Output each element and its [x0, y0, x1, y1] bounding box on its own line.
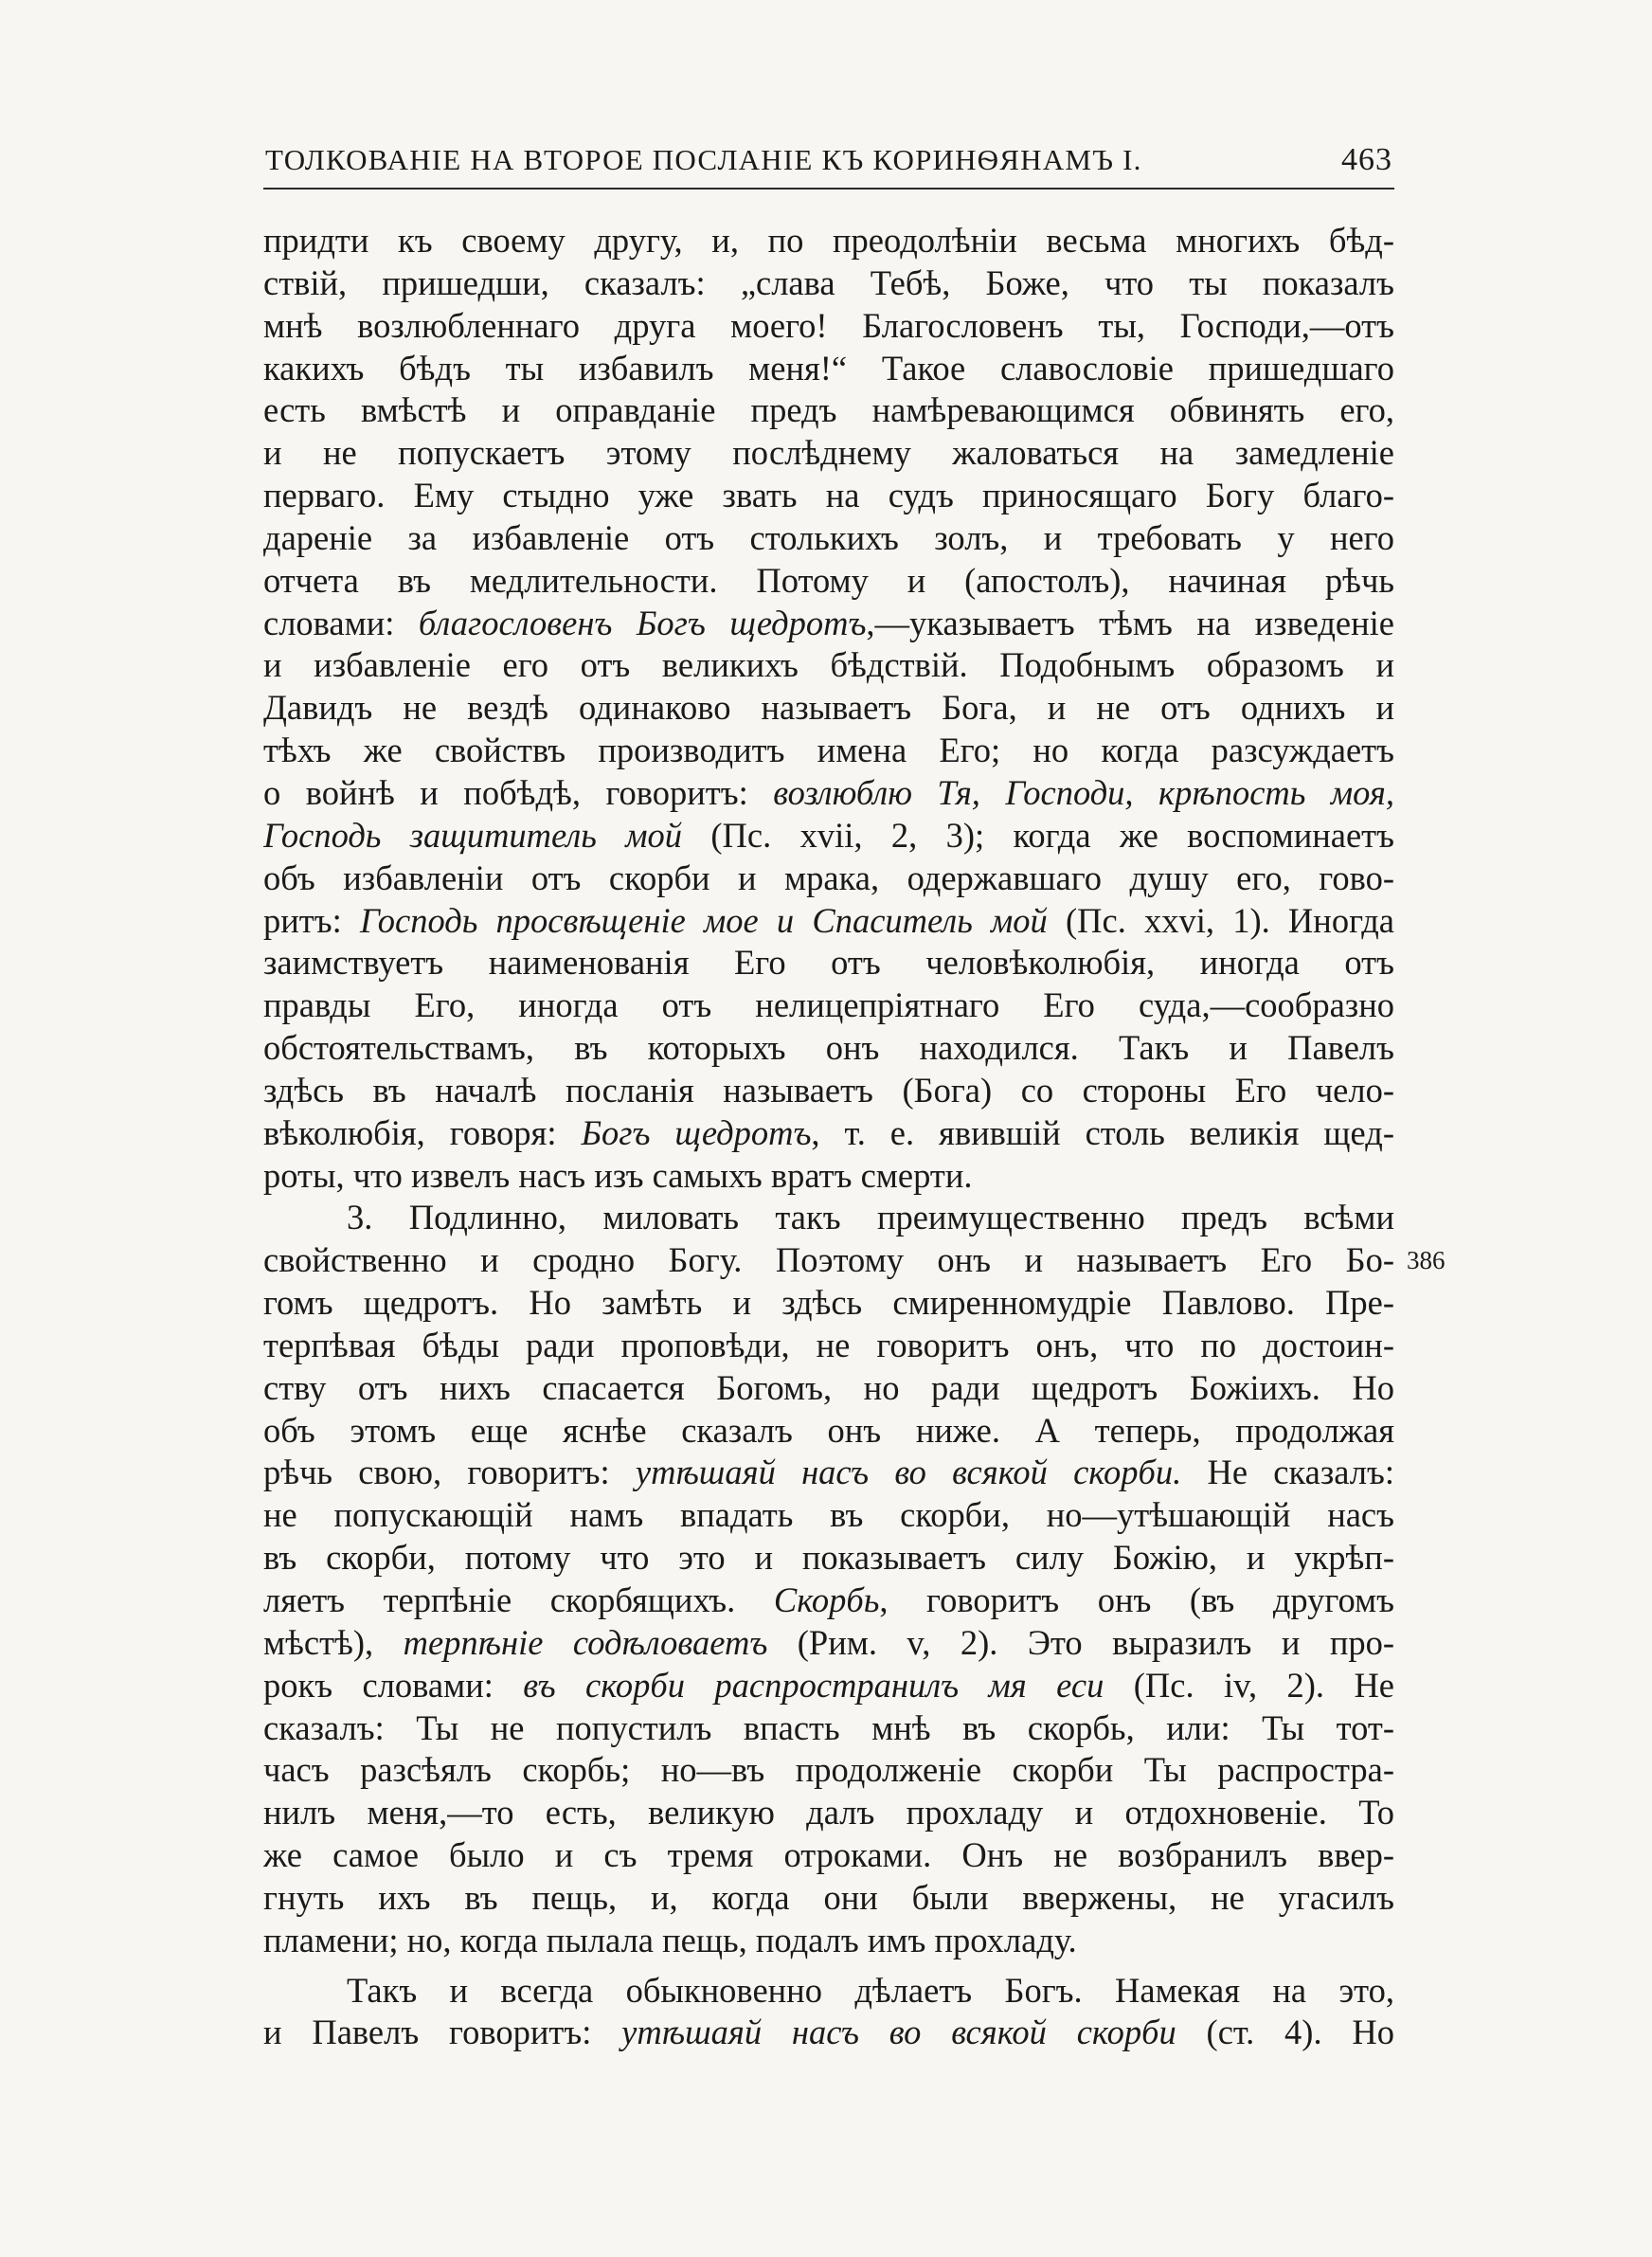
italic-quote: Скорбь — [773, 1580, 880, 1619]
text-run: и не попускаетъ этому послѣднему жаловаться на замедленіе — [263, 433, 1394, 473]
text-run: рокъ словами: — [263, 1665, 524, 1705]
text-line — [263, 475, 1394, 517]
text-line — [263, 1325, 1394, 1367]
italic-quote: возлюблю Тя, Господи, крѣпость моя, — [773, 772, 1394, 812]
text-run: какихъ бѣдъ ты избавилъ меня!“ Такое славословіе пришедшаго — [263, 348, 1394, 388]
text-run: обстоятельствамъ, въ которыхъ онъ находился. Такъ и Павелъ — [263, 1028, 1394, 1068]
text-run: словами: — [263, 603, 419, 642]
text-line — [263, 1070, 1394, 1112]
page-number: 463 — [1341, 142, 1392, 177]
text-run: же самое было и съ тремя отроками. Онъ не возбранилъ ввер- — [263, 1835, 1394, 1875]
text-line — [263, 560, 1394, 603]
text-run: ляетъ терпѣніе скорбящихъ. — [263, 1580, 774, 1619]
text-line — [263, 1367, 1394, 1410]
running-head-title: ТОЛКОВАНІЕ НА ВТОРОЕ ПОСЛАНІЕ КЪ КОРИНѲЯНАМЪ I. — [265, 143, 1142, 176]
text-run: гомъ щедротъ. Но замѣть и здѣсь смиренномудріе Павлово. Пре- — [263, 1283, 1394, 1323]
text-line — [263, 603, 1394, 645]
text-line — [263, 815, 1394, 858]
text-line — [263, 2012, 1394, 2054]
text-line — [263, 262, 1394, 305]
header-rule — [263, 188, 1394, 190]
text-line — [263, 305, 1394, 348]
text-line — [263, 1239, 1394, 1282]
text-run: сказалъ: Ты не попустилъ впасть мнѣ въ скорбь, или: Ты тот- — [263, 1707, 1394, 1747]
text-run: гнуть ихъ въ пещь, и, когда они были ввержены, не угасилъ — [263, 1877, 1394, 1917]
text-line — [263, 1410, 1394, 1453]
text-run: заимствуетъ наименованія Его отъ человѣколюбія, иногда отъ — [263, 943, 1394, 983]
text-run: Такъ и всегда обыкновенно дѣлаетъ Богъ. Намекая на это, — [347, 1970, 1394, 2010]
text-line — [263, 942, 1394, 984]
text-run: ,—указываетъ тѣмъ на изведеніе — [866, 603, 1394, 642]
text-run: здѣсь въ началѣ посланія называетъ (Бога) со стороны Его чело- — [263, 1070, 1394, 1110]
text-line — [263, 1970, 1394, 2013]
text-run: есть вмѣстѣ и оправданіе предъ намѣревающимся обвинять его, — [263, 390, 1394, 430]
italic-quote: утѣшаяй насъ во всякой скорби — [621, 2013, 1176, 2052]
text-run: (ст. 4). Но — [1176, 2013, 1394, 2052]
body-text — [263, 220, 1394, 2054]
text-run: объ избавленіи отъ скорби и мрака, одержавшаго душу его, гово- — [263, 858, 1394, 897]
text-run: отчета въ медлительности. Потому и (апостолъ), начиная рѣчь — [263, 560, 1394, 600]
text-line — [263, 984, 1394, 1027]
text-line — [263, 1877, 1394, 1920]
text-run: , т. е. явившій столь великія щед- — [811, 1112, 1394, 1152]
text-run: перваго. Ему стыдно уже звать на судъ приносящаго Богу благо- — [263, 476, 1394, 515]
text-line — [263, 1112, 1394, 1155]
text-run: ству отъ нихъ спасается Богомъ, но ради щедротъ Божіихъ. Но — [263, 1367, 1394, 1407]
text-run: 3. Подлинно, миловать такъ преимущественно предъ всѣми — [347, 1198, 1394, 1237]
text-run: не попускающій намъ впадать въ скорби, но—утѣшающій насъ — [263, 1495, 1394, 1535]
text-run: , говоритъ онъ (въ другомъ — [879, 1580, 1394, 1619]
running-head — [265, 142, 1392, 178]
text-line — [263, 1834, 1394, 1877]
italic-quote: Богъ щедротъ — [581, 1112, 812, 1152]
text-line — [263, 1027, 1394, 1070]
italic-quote: утѣшаяй насъ во всякой скорби. — [635, 1453, 1182, 1492]
text-line — [263, 1749, 1394, 1792]
margin-page-reference: 386 — [1407, 1246, 1446, 1274]
text-run: (Пс. iv, 2). Не — [1104, 1665, 1394, 1705]
text-line — [263, 644, 1394, 687]
text-run: объ этомъ еще яснѣе сказалъ онъ ниже. А теперь, продолжая — [263, 1410, 1394, 1450]
text-line — [263, 772, 1394, 815]
text-run: роты, что извелъ насъ изъ самыхъ вратъ смерти. — [263, 1155, 973, 1195]
text-line — [263, 348, 1394, 390]
text-line — [263, 517, 1394, 560]
text-run: ствій, пришедши, сказалъ: „слава Тебѣ, Боже, что ты показалъ — [263, 262, 1394, 302]
text-run: пламени; но, когда пылала пещь, подалъ имъ прохладу. — [263, 1920, 1077, 1959]
text-run: о войнѣ и побѣдѣ, говоритъ: — [263, 772, 774, 812]
text-run: ритъ: — [263, 900, 360, 940]
text-run: дареніе за избавленіе отъ столькихъ золъ, и требовать у него — [263, 517, 1394, 557]
text-line — [263, 1282, 1394, 1325]
text-line — [263, 1155, 1394, 1198]
text-line — [263, 389, 1394, 432]
text-run: (Рим. v, 2). Это выразилъ и про- — [767, 1622, 1394, 1662]
text-run: придти къ своему другу, и, по преодолѣніи весьма многихъ бѣд- — [263, 221, 1394, 260]
text-line — [263, 900, 1394, 943]
text-run: рѣчь свою, говоритъ: — [263, 1453, 636, 1492]
text-line — [263, 1665, 1394, 1707]
text-run: (Пс. xxvi, 1). Иногда — [1047, 900, 1394, 940]
text-run: и избавленіе его отъ великихъ бѣдствій. Подобнымъ образомъ и — [263, 645, 1394, 685]
text-line — [263, 1197, 1394, 1239]
text-line — [263, 1494, 1394, 1537]
text-run: часъ разсѣялъ скорбь; но—въ продолженіе скорби Ты распростра- — [263, 1750, 1394, 1790]
text-run: въ скорби, потому что это и показываетъ силу Божію, и укрѣп- — [263, 1538, 1394, 1578]
italic-quote: въ скорби распространилъ мя еси — [523, 1665, 1104, 1705]
text-line — [263, 432, 1394, 475]
text-run: нилъ меня,—то есть, великую далъ прохладу и отдохновеніе. То — [263, 1793, 1394, 1833]
italic-quote: благословенъ Богъ щедротъ — [418, 603, 867, 642]
text-line — [263, 1580, 1394, 1622]
italic-quote: терпѣніе содѣловаетъ — [403, 1622, 768, 1662]
text-line — [263, 1452, 1394, 1494]
text-run: мѣстѣ), — [263, 1622, 404, 1662]
text-line — [263, 687, 1394, 730]
text-run: терпѣвая бѣды ради проповѣди, не говоритъ онъ, что по достоин- — [263, 1325, 1394, 1364]
text-line — [263, 858, 1394, 900]
text-run: тѣхъ же свойствъ производитъ имена Его; но когда разсуждаетъ — [263, 731, 1394, 770]
text-line — [263, 730, 1394, 772]
text-run: Не сказалъ: — [1181, 1453, 1394, 1492]
text-line — [263, 1920, 1394, 1962]
text-run: свойственно и сродно Богу. Поэтому онъ и называетъ Его Бо- — [263, 1240, 1394, 1280]
text-line — [263, 1792, 1394, 1834]
italic-quote: Господь просвѣщеніе мое и Спаситель мой — [359, 900, 1048, 940]
text-run: (Пс. xvii, 2, 3); когда же воспоминаетъ — [682, 815, 1394, 855]
italic-quote: Господь защититель мой — [263, 815, 683, 855]
text-run: мнѣ возлюбленнаго друга моего! Благословенъ ты, Господи,—отъ — [263, 305, 1394, 345]
text-line — [263, 1537, 1394, 1580]
text-run: и Павелъ говоритъ: — [263, 2013, 622, 2052]
text-run: правды Его, иногда отъ нелицепріятнаго Его суда,—сообразно — [263, 985, 1394, 1025]
text-run: Давидъ не вездѣ одинаково называетъ Бога, и не отъ однихъ и — [263, 688, 1394, 728]
text-line — [263, 1707, 1394, 1750]
text-line — [263, 220, 1394, 262]
text-line — [263, 1622, 1394, 1665]
text-run: вѣколюбія, говоря: — [263, 1112, 582, 1152]
